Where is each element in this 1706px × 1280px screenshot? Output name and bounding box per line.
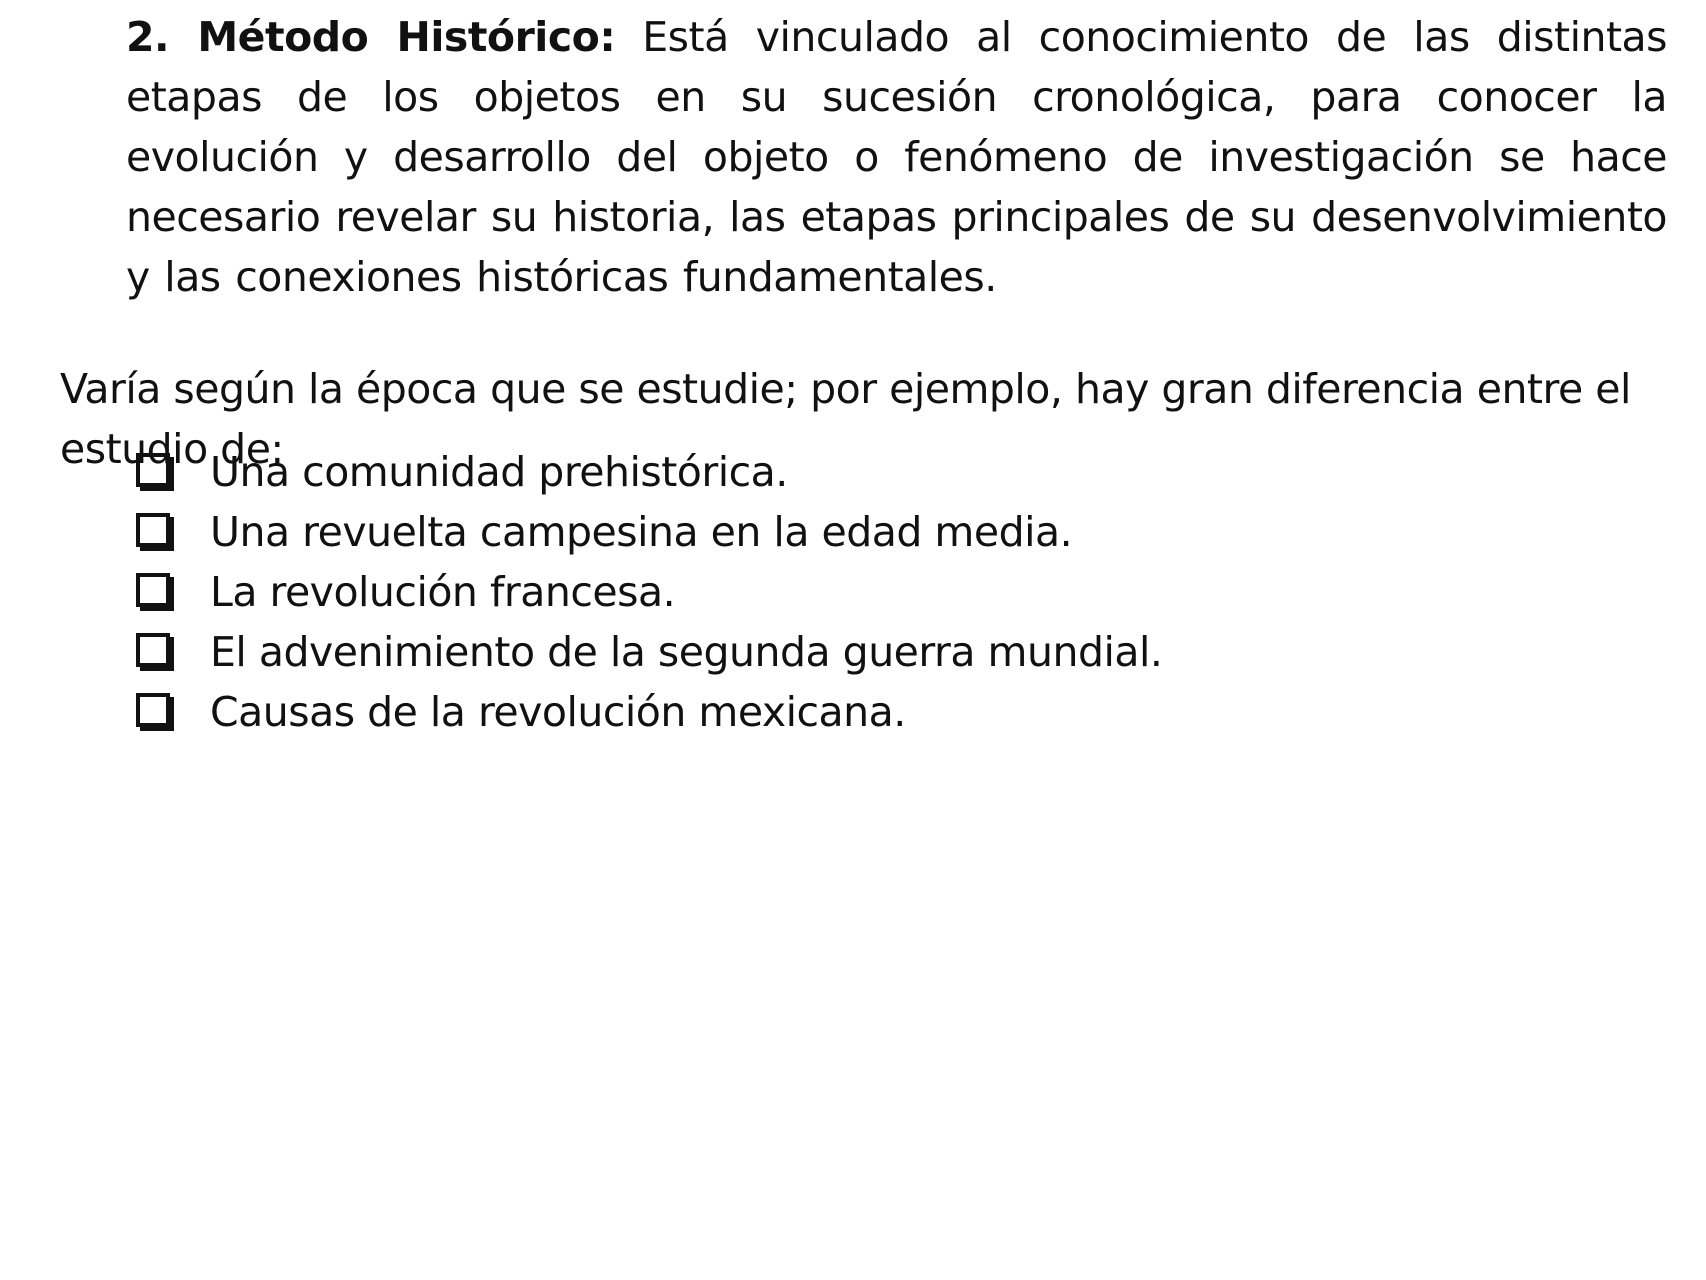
list-item <box>136 682 1162 742</box>
list-item-label: Una revuelta campesina en la edad media. <box>210 508 1073 556</box>
checkbox-icon <box>136 633 170 667</box>
method-paragraph <box>126 7 1667 307</box>
method-text: Está vinculado al conocimiento de las distintas etapas de los objetos en su sucesión cronológica, para conocer la evolución y desarrollo del objeto o fenómeno de investigación se hace necesario revelar su historia, las etapas principales de su desenvolvimiento y las conexiones históricas fundamentales. <box>126 13 1668 301</box>
list-item-label: El advenimiento de la segunda guerra mundial. <box>210 628 1163 676</box>
checkbox-icon <box>136 573 170 607</box>
example-list <box>136 442 1162 742</box>
checkbox-icon <box>136 693 170 727</box>
checkbox-icon <box>136 453 170 487</box>
list-item-label: Una comunidad prehistórica. <box>210 448 788 496</box>
checkbox-icon <box>136 513 170 547</box>
list-item <box>136 562 1162 622</box>
list-item <box>136 502 1162 562</box>
list-item-label: La revolución francesa. <box>210 568 676 616</box>
list-item <box>136 622 1162 682</box>
list-item <box>136 442 1162 502</box>
list-item-label: Causas de la revolución mexicana. <box>210 688 906 736</box>
intro-paragraph: Varía según la época que se estudie; por ejemplo, hay gran diferencia entre el estudio de: <box>60 365 1631 473</box>
method-heading: 2. Método Histórico: <box>126 13 616 61</box>
